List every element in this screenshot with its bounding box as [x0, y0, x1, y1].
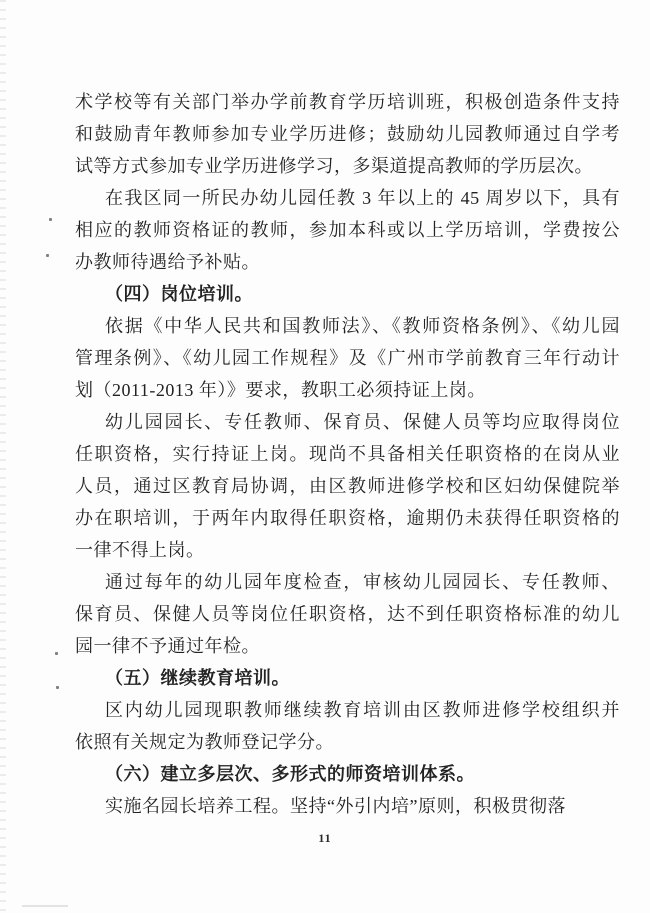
scan-speck: [56, 686, 59, 689]
text-line: 和鼓励青年教师参加专业学历进修；鼓励幼儿园教师通过自学考: [75, 124, 620, 144]
text-line: 试等方式参加专业学历进修学习，多渠道提高教师的学历层次。: [75, 156, 593, 176]
scan-smudge: [22, 905, 68, 907]
text-line: 相应的教师资格证的教师，参加本科或以上学历培训，学费按公: [75, 220, 620, 240]
text-line: 区内幼儿园现职教师继续教育培训由区教师进修学校组织并: [105, 700, 620, 720]
text-line: 园一律不予通过年检。: [75, 636, 260, 656]
text-line: 人员，通过区教育局协调，由区教师进修学校和区妇幼保健院举: [75, 476, 620, 496]
text-line: 管理条例》、《幼儿园工作规程》及《广州市学前教育三年行动计: [75, 348, 620, 368]
section-heading: （五）继续教育培训。: [105, 668, 290, 688]
document-body: [75, 86, 620, 822]
scan-speck: [55, 652, 58, 655]
section-heading: （四）岗位培训。: [105, 284, 253, 304]
text-line: 保育员、保健人员等岗位任职资格，达不到任职资格标准的幼儿: [75, 604, 620, 624]
text-line: 依照有关规定为教师登记学分。: [75, 732, 334, 752]
text-line: 办在职培训，于两年内取得任职资格，逾期仍未获得任职资格的: [75, 508, 620, 528]
text-line: 任职资格，实行持证上岗。现尚不具备相关任职资格的在岗从业: [75, 444, 620, 464]
scan-speck: [46, 254, 49, 257]
text-line: 办教师待遇给予补贴。: [75, 252, 260, 272]
section-heading: （六）建立多层次、多形式的师资培训体系。: [105, 764, 475, 784]
text-line: 划（2011-2013 年）》要求，教职工必须持证上岗。: [75, 380, 486, 400]
text-line: 在我区同一所民办幼儿园任教 3 年以上的 45 周岁以下，具有: [105, 188, 620, 208]
text-line: 一律不得上岗。: [75, 540, 205, 560]
text-line: 幼儿园园长、专任教师、保育员、保健人员等均应取得岗位: [105, 412, 620, 432]
scan-speck: [49, 218, 52, 221]
text-line: 实施名园长培养工程。坚持“外引内培”原则，积极贯彻落: [105, 796, 566, 816]
text-line: 通过每年的幼儿园年度检查，审核幼儿园园长、专任教师、: [105, 572, 620, 592]
text-line: 术学校等有关部门举办学前教育学历培训班，积极创造条件支持: [75, 92, 620, 112]
page-number: 11: [318, 831, 332, 845]
scan-edge-artifact: [0, 0, 6, 913]
text-line: 依据《中华人民共和国教师法》、《教师资格条例》、《幼儿园: [105, 316, 620, 336]
